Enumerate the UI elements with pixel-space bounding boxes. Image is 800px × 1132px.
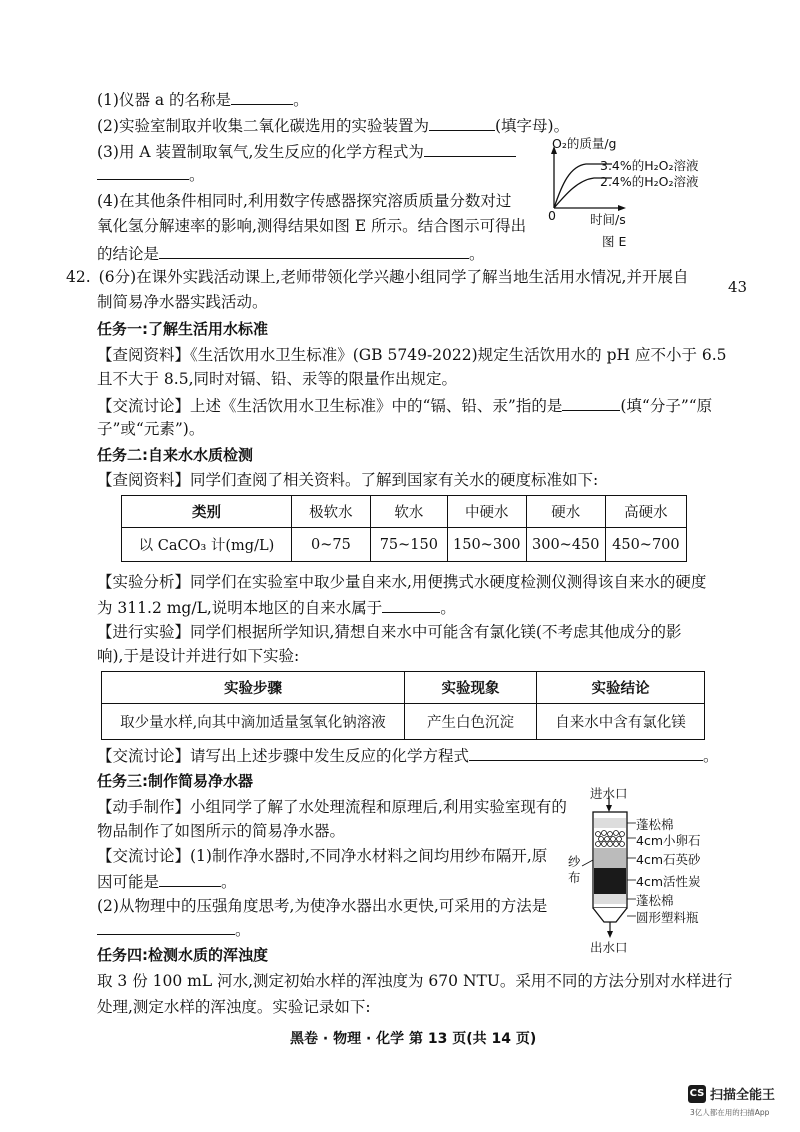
carbon-label: 4cm活性炭: [636, 874, 701, 889]
task2-line4: 【进行实验】同学们根据所学知识,猜想自来水中可能含有氯化镁(不考虑其他成分的影: [97, 623, 682, 641]
task3-line3: 【交流讨论】(1)制作净水器时,不同净水材料之间均用纱布隔开,原: [97, 847, 548, 865]
task2-line5: 响),于是设计并进行如下实验:: [97, 647, 300, 665]
task2-line2: 【实验分析】同学们在实验室中取少量自来水,用便携式水硬度检测仪测得该自来水的硬度: [97, 573, 707, 591]
table-header: 中硬水: [447, 496, 526, 528]
task4-heading: 任务四:检测水质的浑浊度: [97, 946, 268, 964]
table-cell: 取少量水样,向其中滴加适量氢氧化钠溶液: [102, 704, 405, 740]
sand-label: 4cm石英砂: [636, 852, 701, 867]
bottle-neck: [593, 908, 627, 922]
cotton-top-layer: [594, 818, 626, 828]
task3-line2: 物品制作了如图所示的简易净水器。: [97, 822, 346, 840]
figure-e: [540, 134, 740, 254]
table-header: 硬水: [526, 496, 605, 528]
task2-line6: 【交流讨论】请写出上述步骤中发生反应的化学方程式 。: [97, 744, 719, 767]
task3-line1: 【动手制作】小组同学了解了水处理流程和原理后,利用实验室现有的: [97, 798, 567, 816]
q42-intro-line1: 42. (6分)在课外实践活动课上,老师带领化学兴趣小组同学了解当地生活用水情况,并开展自: [66, 268, 689, 286]
figure-e-origin: 0: [548, 208, 556, 223]
table-header-row: [102, 672, 705, 704]
answer-blank[interactable]: [97, 163, 189, 180]
task3-line6: 。: [97, 918, 251, 941]
water-filter-figure: [566, 788, 716, 958]
hardness-table: [121, 495, 687, 562]
table-cell: 产生白色沉淀: [404, 704, 536, 740]
q41-part3-cont: 。: [97, 163, 205, 186]
answer-blank[interactable]: [429, 114, 495, 131]
question-number: 42.: [66, 268, 91, 286]
q41-part4-line3: 的结论是 。: [97, 242, 485, 265]
cotton-top-label: 蓬松棉: [636, 817, 674, 832]
task1-line3: 【交流讨论】上述《生活饮用水卫生标准》中的“镉、铅、汞”指的是 (填“分子”“原: [97, 394, 712, 417]
table-header: 类别: [122, 496, 292, 528]
q41-part4-line2: 氧化氢分解速率的影响,测得结果如图 E 所示。结合图示可得出: [97, 217, 527, 235]
table-header: 实验结论: [537, 672, 705, 704]
task1-line1: 【查阅资料】《生活饮用水卫生标准》(GB 5749-2022)规定生活饮用水的 pH 应不小于 6.5: [97, 346, 727, 364]
answer-blank[interactable]: [97, 918, 235, 935]
inlet-label: 进水口: [590, 786, 628, 801]
table-header-row: [122, 496, 687, 528]
figure-e-ylabel: O₂的质量/g: [552, 136, 617, 151]
figure-e-series2: 2.4%的H₂O₂溶液: [600, 174, 699, 189]
answer-blank[interactable]: [159, 242, 469, 259]
experiment-table: [101, 671, 705, 740]
task2-line1: 【查阅资料】同学们查阅了相关资料。了解到国家有关水的硬度标准如下:: [97, 471, 599, 489]
table-cell: 0~75: [291, 528, 370, 562]
table-row: [102, 704, 705, 740]
task2-heading: 任务二:自来水水质检测: [97, 446, 253, 464]
task1-heading: 任务一:了解生活用水标准: [97, 320, 268, 338]
table-cell: 以 CaCO₃ 计(mg/L): [122, 528, 292, 562]
figure-e-caption: 图 E: [602, 234, 627, 249]
task2-line3: 为 311.2 mg/L,说明本地区的自来水属于 。: [97, 596, 456, 619]
answer-blank[interactable]: [382, 596, 440, 613]
answer-blank[interactable]: [562, 394, 620, 411]
figure-e-xlabel: 时间/s: [590, 212, 626, 227]
q41-part3: (3)用 A 装置制取氧气,发生反应的化学方程式为: [97, 140, 516, 163]
task1-line4: 子”或“元素”)。: [97, 420, 205, 438]
q41-part1: (1)仪器 a 的名称是 。: [97, 88, 309, 111]
figure-e-graph: [540, 134, 740, 254]
outlet-label: 出水口: [590, 940, 628, 955]
cotton-bottom-layer: [594, 894, 626, 904]
table-header: 软水: [370, 496, 447, 528]
task4-line2: 处理,测定水样的浑浊度。实验记录如下:: [97, 998, 371, 1016]
task3-heading: 任务三:制作简易净水器: [97, 772, 253, 790]
table-header: 极软水: [291, 496, 370, 528]
table-row: [122, 528, 687, 562]
table-cell: 450~700: [605, 528, 686, 562]
watermark-subtitle: 3亿人都在用的扫描App: [690, 1108, 770, 1117]
table-cell: 自来水中含有氯化镁: [537, 704, 705, 740]
table-header: 实验现象: [404, 672, 536, 704]
page-footer: 黑卷 · 物理 · 化学 第 13 页(共 14 页): [290, 1031, 537, 1047]
q41-part2: (2)实验室制取并收集二氧化碳选用的实验装置为 (填字母)。: [97, 114, 569, 137]
bottle-label: 圆形塑料瓶: [636, 910, 699, 925]
table-cell: 300~450: [526, 528, 605, 562]
watermark-title: 扫描全能王: [710, 1088, 776, 1103]
task3-line4: 因可能是 。: [97, 870, 237, 893]
q41-part4-line1: (4)在其他条件相同时,利用数字传感器探究溶质质量分数对过: [97, 192, 512, 210]
answer-blank[interactable]: [159, 870, 221, 887]
sand-layer: [594, 848, 626, 868]
task1-line2: 且不大于 8.5,同时对镉、铅、汞等的限量作出规定。: [97, 370, 458, 388]
table-cell: 75~150: [370, 528, 447, 562]
pebble-label: 4cm小卵石: [636, 833, 701, 848]
cotton-bottom-label: 蓬松棉: [636, 893, 674, 908]
figure-e-series1: 3.4%的H₂O₂溶液: [600, 158, 699, 173]
task4-line1: 取 3 份 100 mL 河水,测定初始水样的浑浊度为 670 NTU。采用不同的方法分别对水样进行: [97, 972, 733, 990]
side-page-number: 43: [728, 278, 748, 296]
gauze-label: 纱布: [568, 854, 581, 885]
q42-intro-line2: 制简易净水器实践活动。: [97, 293, 268, 311]
answer-blank[interactable]: [231, 88, 293, 105]
answer-blank[interactable]: [469, 744, 703, 761]
table-header: 实验步骤: [102, 672, 405, 704]
carbon-layer: [594, 868, 626, 894]
cs-badge-icon: CS: [688, 1085, 706, 1103]
task3-line5: (2)从物理中的压强角度思考,为使净水器出水更快,可采用的方法是: [97, 897, 548, 915]
table-header: 高硬水: [605, 496, 686, 528]
table-cell: 150~300: [447, 528, 526, 562]
answer-blank[interactable]: [424, 140, 516, 157]
